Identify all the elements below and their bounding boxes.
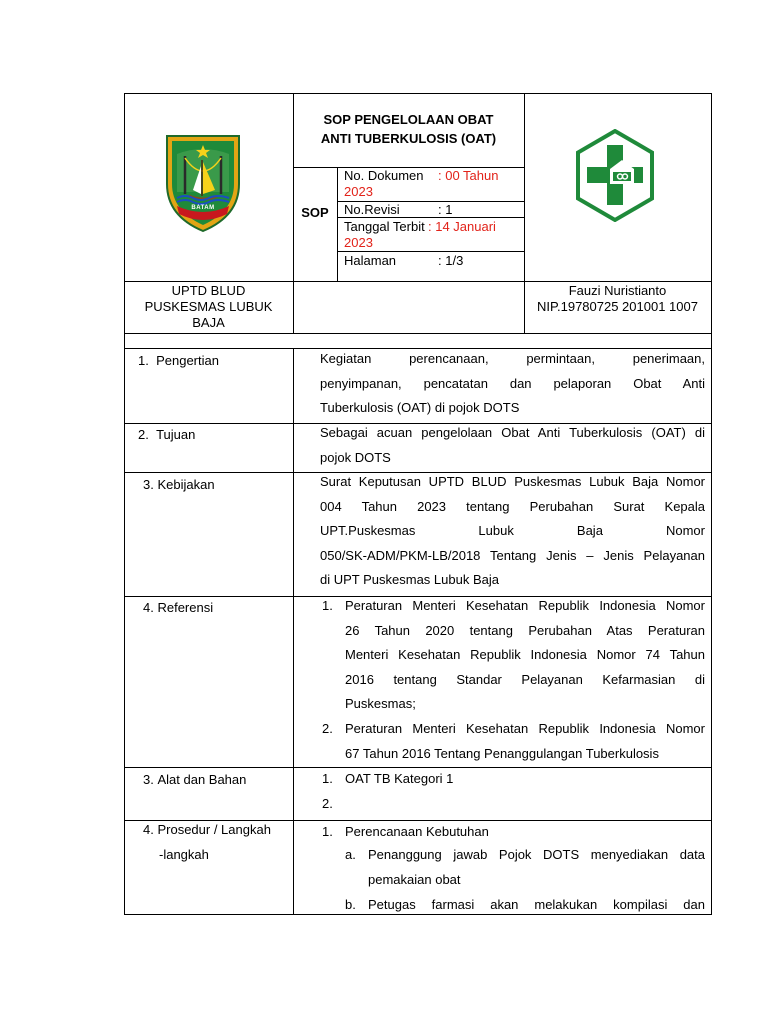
alat-item1-text: OAT TB Kategori 1 xyxy=(345,771,454,786)
referensi-line: Menteri Kesehatan Republik Indonesia Nomor 74 Tahun xyxy=(345,647,705,663)
referensi-num: 4. xyxy=(143,600,154,615)
doc-number-label: No. Dokumen xyxy=(344,168,424,183)
org-name xyxy=(124,283,293,331)
prosedur-item1-text: Perencanaan Kebutuhan xyxy=(345,824,489,839)
sop-title-line1: SOP PENGELOLAAN OBAT xyxy=(323,112,494,127)
revision-value: : 1 xyxy=(438,202,453,217)
body-bottom-border xyxy=(124,914,712,915)
prosedur-sub-a-text xyxy=(368,843,705,892)
pengertian-label: Pengertian xyxy=(156,353,219,368)
prosedur-num: 4. xyxy=(143,822,154,837)
referensi-item1-num: 1. xyxy=(322,598,333,613)
alat-item2-num: 2. xyxy=(322,796,333,811)
body-left-border xyxy=(124,333,125,915)
kebijakan-line: 050/SK-ADM/PKM-LB/2018 Tentang Jenis – Jenis Pelayanan xyxy=(320,547,705,563)
referensi-line: Puskesmas; xyxy=(345,696,416,712)
body-right-border xyxy=(711,333,712,915)
emblem-text: BATAM xyxy=(191,205,215,211)
signer-nip: NIP.19780725 201001 1007 xyxy=(537,299,698,314)
batam-emblem-icon xyxy=(163,132,243,233)
org-name-line2: PUSKESMAS LUBUK xyxy=(144,299,273,314)
tujuan-line: pojok DOTS xyxy=(320,449,391,465)
prosedur-line: Penanggung jawab Pojok DOTS menyediakan data xyxy=(368,847,705,862)
referensi-label-block xyxy=(143,600,213,616)
tujuan-num: 2. xyxy=(138,427,149,442)
kebijakan-num: 3. xyxy=(143,477,154,492)
doc-number-value: : 00 Tahun xyxy=(438,168,499,183)
sop-title-line2: ANTI TUBERKULOSIS (OAT) xyxy=(320,131,497,146)
kebijakan-text xyxy=(320,470,705,593)
sop-label-divider xyxy=(337,167,338,281)
referensi-label: Referensi xyxy=(157,600,214,615)
body-col-divider xyxy=(293,348,294,915)
signer-block xyxy=(524,283,711,315)
meta-row3-border xyxy=(337,251,524,252)
tujuan-label: Tujuan xyxy=(156,427,196,442)
sop-title xyxy=(293,110,524,148)
header-mid-border xyxy=(124,281,712,282)
alat-item1-num: 1. xyxy=(322,771,333,786)
prosedur-line: pemakaian obat xyxy=(368,871,461,887)
kebijakan-label-block xyxy=(143,477,215,493)
pengertian-line: penyimpanan, pencatatan dan pelaporan Obat Anti xyxy=(320,375,705,391)
page-label: Halaman xyxy=(344,253,397,268)
page-value: : 1/3 xyxy=(438,253,464,268)
alat-label-block xyxy=(143,772,246,788)
kebijakan-line: 004 Tahun 2023 tentang Perubahan Surat Kepala xyxy=(320,498,705,514)
alat-label: Alat dan Bahan xyxy=(157,772,247,787)
header-top-border xyxy=(124,93,712,94)
sop-label: SOP xyxy=(301,205,329,220)
doc-number-row xyxy=(344,168,520,200)
prosedur-item1-num: 1. xyxy=(322,824,333,839)
prosedur-label-line1: Prosedur / Langkah xyxy=(157,822,271,837)
referensi-item1-text xyxy=(345,594,705,717)
issue-date-year: 2023 xyxy=(344,235,373,250)
referensi-item2-text xyxy=(345,717,705,766)
prosedur-sub-b-num: b. xyxy=(345,897,356,912)
prosedur-label-block xyxy=(143,818,291,867)
puskesmas-logo-icon xyxy=(576,129,654,222)
doc-number-year: 2023 xyxy=(344,184,373,199)
signer-name: Fauzi Nuristianto xyxy=(568,283,667,298)
batam-emblem-logo xyxy=(163,132,243,233)
revision-row xyxy=(344,202,520,218)
prosedur-label-line2: -langkah xyxy=(159,846,209,862)
prosedur-line: Petugas farmasi akan melakukan kompilasi dan xyxy=(368,897,705,912)
pengertian-label-block xyxy=(138,353,219,369)
pengertian-text xyxy=(320,347,705,421)
org-name-line1: UPTD BLUD xyxy=(171,283,246,298)
pengertian-line: Kegiatan perencanaan, permintaan, penerimaan, xyxy=(320,351,705,366)
referensi-line: 26 Tahun 2020 tentang Perubahan Atas Peraturan xyxy=(345,622,705,638)
prosedur-sub-a-num: a. xyxy=(345,847,356,862)
header-right-border xyxy=(711,93,712,334)
kebijakan-label: Kebijakan xyxy=(157,477,215,492)
alat-num: 3. xyxy=(143,772,154,787)
row-divider-4 xyxy=(124,767,712,768)
referensi-line: 67 Tahun 2016 Tentang Penanggulangan Tuberkulosis xyxy=(345,745,659,761)
pengertian-num: 1. xyxy=(138,353,149,368)
referensi-item2-num: 2. xyxy=(322,721,333,736)
kebijakan-line: Surat Keputusan UPTD BLUD Puskesmas Lubuk Baja Nomor xyxy=(320,474,705,489)
issue-date-value: : 14 Januari xyxy=(428,219,496,234)
page-row xyxy=(344,253,520,269)
referensi-line: Peraturan Menteri Kesehatan Republik Indonesia Nomor xyxy=(345,721,705,736)
kebijakan-line: UPT.Puskesmas Lubuk Baja Nomor xyxy=(320,523,705,539)
referensi-line: 2016 tentang Standar Pelayanan Kefarmasian di xyxy=(345,671,705,687)
pengertian-line: Tuberkulosis (OAT) di pojok DOTS xyxy=(320,400,520,416)
tujuan-line: Sebagai acuan pengelolaan Obat Anti Tuberkulosis (OAT) di xyxy=(320,425,705,440)
prosedur-sub-b-text xyxy=(368,893,705,914)
header-bottom-border xyxy=(124,333,712,334)
org-name-line3: BAJA xyxy=(192,315,225,330)
issue-date-row xyxy=(344,219,520,251)
tujuan-text xyxy=(320,421,705,470)
puskesmas-logo xyxy=(576,129,654,222)
referensi-line: Peraturan Menteri Kesehatan Republik Indonesia Nomor xyxy=(345,598,705,613)
tujuan-label-block xyxy=(138,427,195,443)
kebijakan-line: di UPT Puskesmas Lubuk Baja xyxy=(320,572,499,588)
revision-label: No.Revisi xyxy=(344,202,400,217)
issue-date-label: Tanggal Terbit xyxy=(344,219,425,234)
